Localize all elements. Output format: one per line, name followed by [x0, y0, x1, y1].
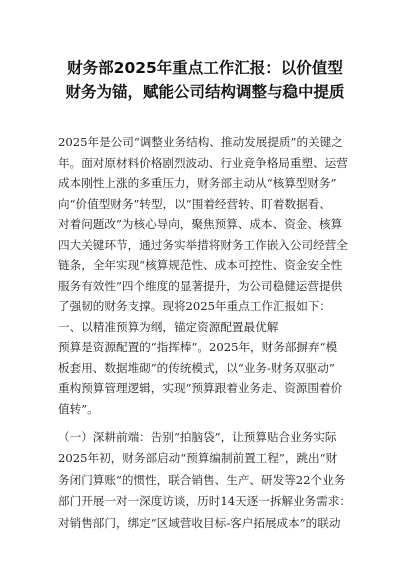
body-line-9: 了强韧的财务支撑。现将2025年重点工作汇报如下： [58, 299, 331, 313]
body-line-1: 2025年是公司“调整业务结构、推动发展提质”的关键之 [58, 135, 343, 149]
document-title-line-2: 财务为锚，赋能公司结构调整与稳中提质 [65, 83, 345, 101]
body-line-19: 对销售部门，绑定“区域营收目标-客户拓展成本”的联动 [58, 516, 341, 530]
body-line-16: 2025年初，财务部启动“预算编制前置工程”，跳出“财 [58, 451, 338, 465]
body-line-3: 成本刚性上涨的多重压力，财务部主动从“核算型财务” [58, 176, 337, 190]
body-line-2: 年。面对原材料价格剧烈波动、行业竞争格局重塑、运营 [58, 156, 348, 170]
body-line-4: 向“价值型财务”转型，以“围着经营转、盯着数据看、 [58, 197, 331, 211]
body-line-6: 四大关键环节，通过务实举措将财务工作嵌入公司经营全 [58, 238, 348, 252]
body-line-12: 板套用、数据堆砌”的传统模式，以“业务-财务双驱动” [58, 361, 335, 375]
body-line-5: 对着问题改”为核心导向，聚焦预算、成本、资金、核算 [58, 217, 343, 231]
document-title-line-1: 财务部2025年重点工作汇报：以价值型 [67, 59, 343, 77]
body-line-17: 务闭门算账”的惯性，联合销售、生产、研发等22个业务 [58, 473, 346, 487]
body-line-13: 重构预算管理逻辑，实现“预算跟着业务走、资源围着价 [58, 381, 343, 395]
body-line-11: 预算是资源配置的“指挥棒”。2025年，财务部摒弃“模 [58, 340, 338, 354]
body-line-14: 值转”。 [58, 402, 99, 416]
body-line-7: 链条，全年实现“核算规范性、成本可控性、资金安全性 [58, 258, 343, 272]
section-heading-1: 一、以精准预算为纲，锚定资源配置最优解 [58, 320, 279, 334]
subsection-heading-1: （一）深耕前端：告别“拍脑袋”，让预算贴合业务实际 [58, 430, 337, 444]
body-line-8: 服务有效性”四个维度的显著提升，为公司稳健运营提供 [58, 279, 343, 293]
body-line-18: 部门开展一对一深度访谈，历时14天逐一拆解业务需求： [58, 494, 352, 508]
